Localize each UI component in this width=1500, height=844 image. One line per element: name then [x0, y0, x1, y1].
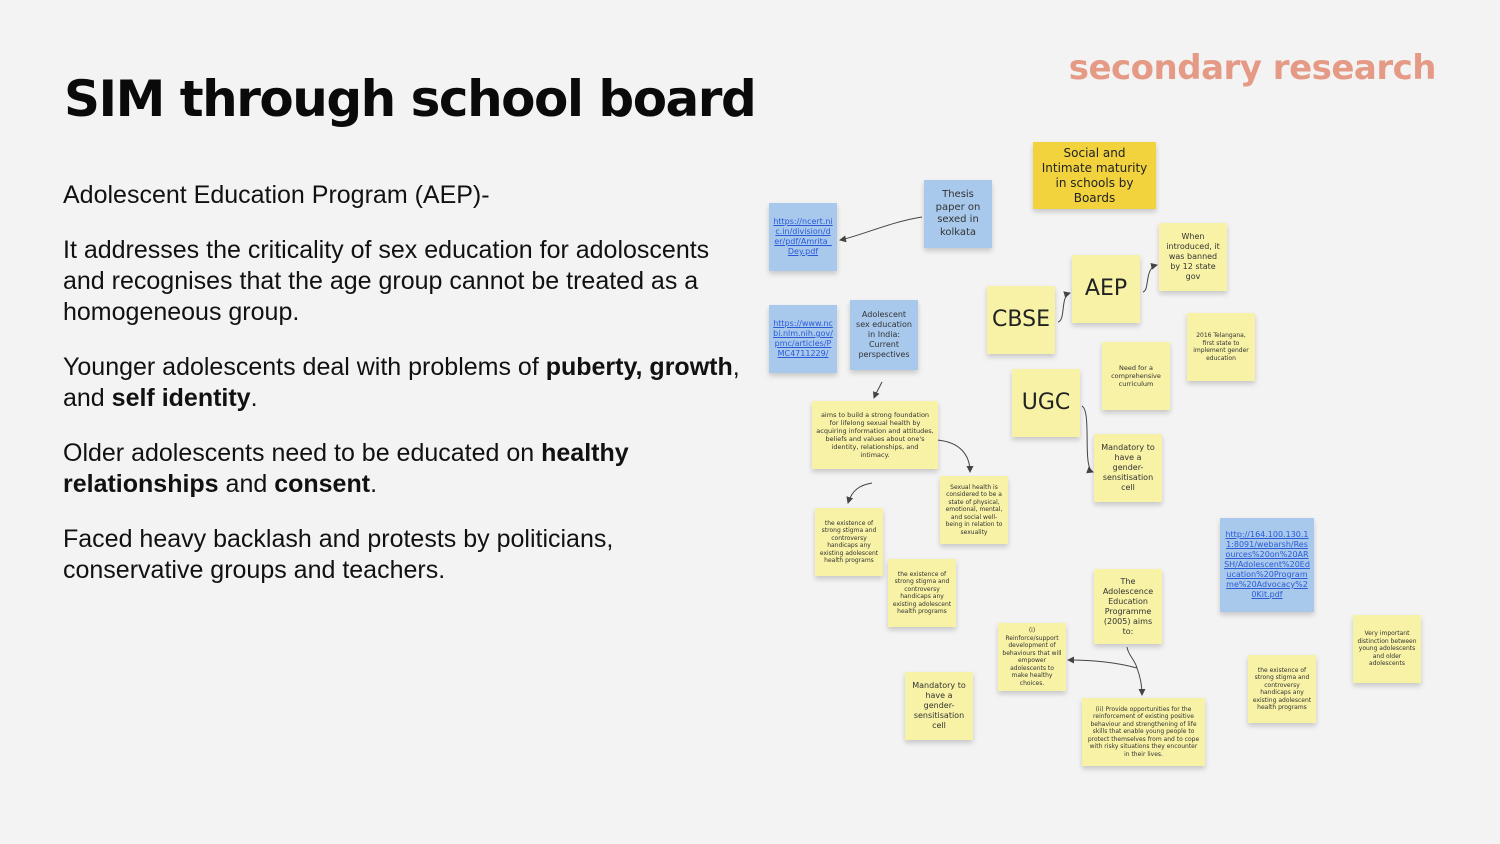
text-span: .	[370, 470, 378, 498]
sticky-note-stigma-3[interactable]: the existence of strong stigma and controversy handicaps any existing adolescent health programs	[1248, 655, 1316, 723]
text-span: Younger adolescents deal with problems of	[63, 353, 546, 381]
arrow-thesis-to-link	[840, 217, 922, 240]
sticky-note-ncbi-link[interactable]: https://www.ncbi.nlm.nih.gov/pmc/articles/PMC4711229/	[769, 305, 837, 373]
sticky-note-ugc[interactable]: UGC	[1012, 369, 1080, 437]
sticky-note-thesis[interactable]: Thesis paper on sexed in kolkata	[924, 180, 992, 248]
sticky-note-aep[interactable]: AEP	[1072, 255, 1140, 323]
bold-span: puberty, growth	[545, 353, 733, 381]
paragraph-aep: Adolescent Education Program (AEP)-	[63, 181, 490, 209]
arrow-aims-to-sexual-health	[937, 440, 970, 472]
sticky-note-aep-2005[interactable]: The Adolescence Education Programme (2005) aims to:	[1094, 569, 1162, 644]
sticky-note-provide[interactable]: (ii) Provide opportunities for the reinforcement of existing positive behaviour and strengthening of life skills that enable young people to protect themselves from and to cope with risky situations they encounter in their lives.	[1082, 698, 1205, 766]
arrow-aims-to-stigma	[848, 483, 872, 503]
sticky-note-cbse[interactable]: CBSE	[987, 286, 1055, 354]
text-span: Older adolescents need to be educated on	[63, 439, 542, 467]
arrow-aep2005-split	[1127, 647, 1137, 668]
sticky-note-distinction[interactable]: Very important distinction between young adolescents and older adolescents	[1353, 615, 1421, 683]
sticky-note-aims[interactable]: aims to build a strong foundation for lifelong sexual health by acquiring information and attitudes, beliefs and values about one's identity, relationships, and intimacy.	[812, 401, 938, 469]
arrow-adolescent-to-aims	[874, 382, 882, 398]
bold-span: consent	[274, 470, 371, 498]
sticky-note-sexual-health[interactable]: Sexual health is considered to be a state of physical, emotional, mental, and social well-being in relation to sexuality	[940, 476, 1008, 544]
sticky-note-stigma-1[interactable]: the existence of strong stigma and controversy handicaps any existing adolescent health programs	[815, 508, 883, 576]
sticky-note-curriculum[interactable]: Need for a comprehensive curriculum	[1102, 342, 1170, 410]
arrow-aep2005-to-provide	[1137, 668, 1142, 695]
text-span: , and	[63, 353, 740, 412]
sticky-note-ncert-link[interactable]: https://ncert.nic.in/division/der/pdf/Amrita_Dey.pdf	[769, 203, 837, 271]
sticky-note-telangana[interactable]: 2016 Telangana, first state to implement gender education	[1187, 313, 1255, 381]
text-span: .	[250, 384, 258, 412]
sticky-note-webarsh-link[interactable]: http://164.100.130.11:8091/webarsh/Resources%20on%20ARSH/Adolescent%20Education%20Programme%20Advocacy%20Kit.pdf	[1220, 518, 1314, 612]
sticky-note-banned[interactable]: When introduced, it was banned by 12 state gov	[1159, 223, 1227, 291]
sticky-note-main-topic[interactable]: Social and Intimate maturity in schools by Boards	[1033, 142, 1156, 209]
bold-span: self identity	[111, 384, 251, 412]
text-span: and	[218, 470, 275, 498]
paragraph-backlash: Faced heavy backlash and protests by politicians, conservative groups and teachers.	[63, 525, 614, 584]
sticky-note-adolescent-perspectives[interactable]: Adolescent sex education in India: Current perspectives	[850, 300, 918, 370]
arrow-aep-to-banned	[1143, 265, 1157, 292]
section-tag: secondary research	[1068, 48, 1436, 88]
sticky-note-reinforce[interactable]: (i) Reinforce/support development of behaviours that will empower adolescents to make healthy choices.	[998, 623, 1066, 691]
sticky-note-mandatory-cell-2[interactable]: Mandatory to have a gender-sensitisation cell	[905, 672, 973, 740]
sticky-note-stigma-2[interactable]: the existence of strong stigma and controversy handicaps any existing adolescent health programs	[888, 559, 956, 627]
paragraph-criticality: It addresses the criticality of sex education for adoloscents and recognises that the age group cannot be treated as a homogeneous group.	[63, 236, 710, 326]
sticky-note-mandatory-cell[interactable]: Mandatory to have a gender-sensitisation cell	[1094, 434, 1162, 502]
page-title: SIM through school board	[64, 70, 756, 128]
arrow-cbse-to-aep	[1058, 293, 1070, 322]
arrow-aep2005-to-reinforce	[1068, 660, 1137, 668]
arrow-ugc-to-mandatory	[1082, 406, 1093, 472]
bold-span: healthy relationships	[63, 439, 629, 498]
